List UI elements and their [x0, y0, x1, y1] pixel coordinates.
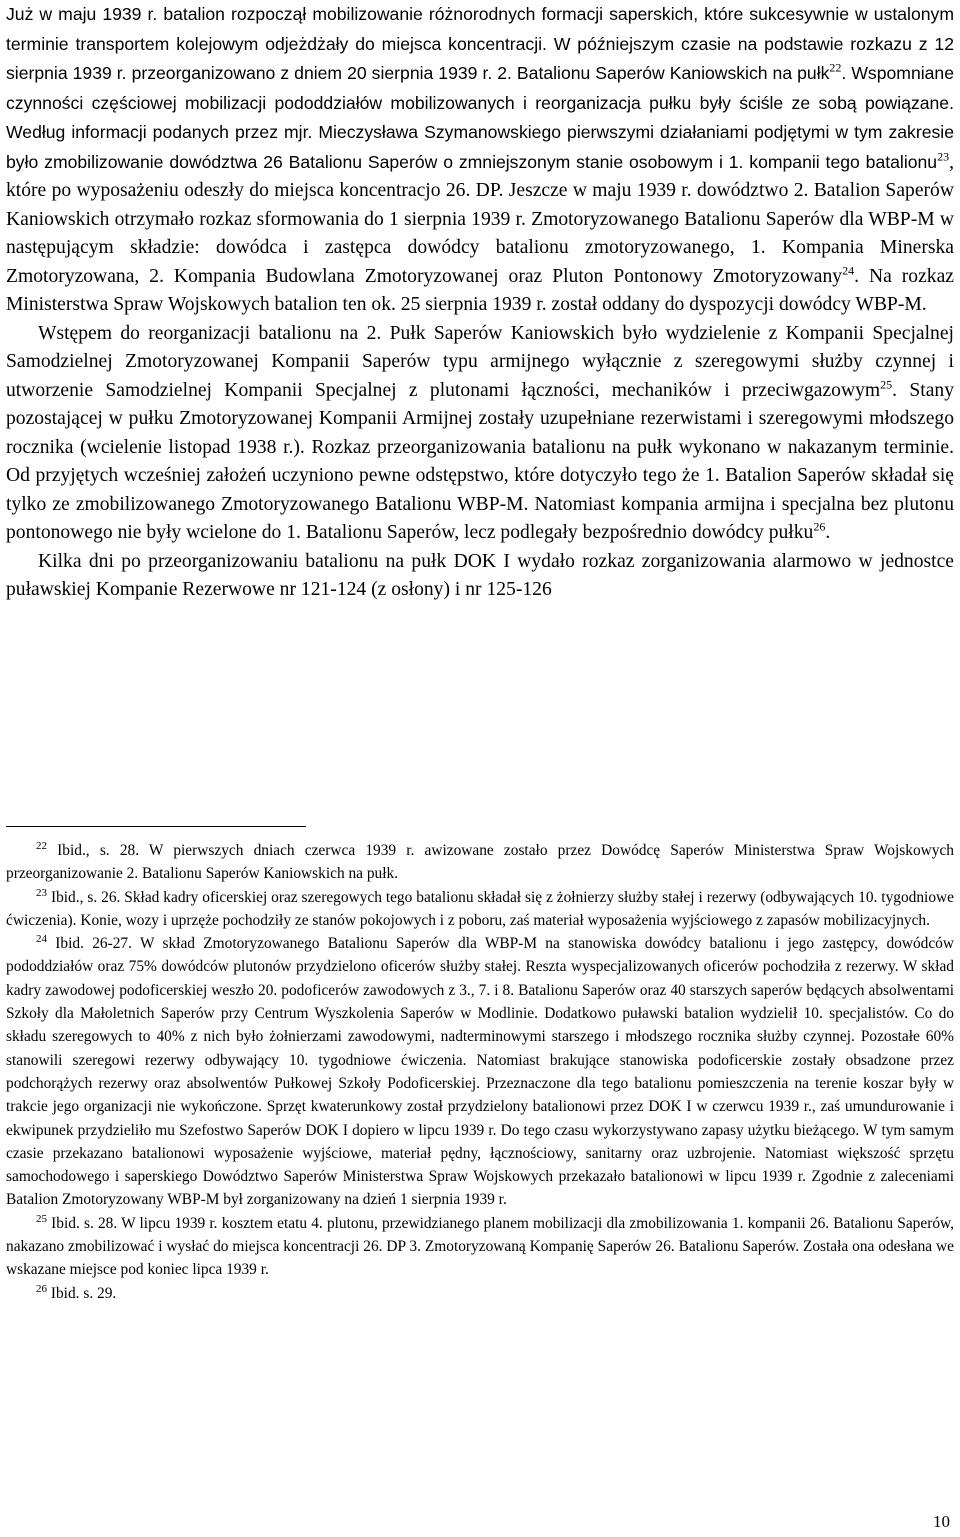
footnote-ref-25[interactable]: 25 [880, 376, 893, 391]
footnotes [6, 839, 954, 1305]
paragraph-2 [6, 320, 954, 548]
footnote-text: Ibid., s. 26. Skład kadry oficerskiej oraz szeregowych tego batalionu składał się z żołnierzy służby stałej i rezerwy (odbywających 10. tygodniowe ćwiczenia). Konie, wozy i uprzęże pochodziły ze stanów pokojowych i z poboru, zaś materiał wyposażenia wyjściowego z zapasów mobilizacyjnych. [6, 888, 954, 929]
footnote-number: 25 [36, 1212, 47, 1225]
paragraph-1-text-c: , które po wyposażeniu odeszły do miejsca koncentracjo 26. DP. Jeszcze w maju 1939 r. dowództwo 2. Batalion Saperów Kaniowskich otrzymało rozkaz sformowania do 1 sierpnia 1939 r. Zmotoryzowanego Batalionu Saperów dla WBP-M w następującym składzie: dowódca i zastępca dowódcy batalionu zmotoryzowanego, 1. Kompania Minerska Zmotoryzowana, 2. Kompania Budowlana Zmotoryzowanej oraz Pluton Pontonowy Zmotoryzowany [6, 151, 954, 287]
footnote-number: 24 [36, 933, 47, 946]
footnote-text: Ibid. s. 29. [50, 1284, 117, 1302]
footnote-text: Ibid., s. 28. W pierwszych dniach czerwca 1939 r. awizowane zostało przez Dowódcę Saperów Ministerstwa Spraw Wojskowych przeorganizowanie 2. Batalionu Saperów Kaniowskich na pułk. [6, 842, 954, 883]
page-number: 10 [933, 1512, 950, 1531]
paragraph-1 [6, 0, 954, 320]
footnote-number: 23 [36, 886, 47, 899]
footnote-24 [6, 932, 954, 1212]
footnote-number: 26 [36, 1282, 47, 1295]
footnote-text: Ibid. s. 28. W lipcu 1939 r. kosztem etatu 4. plutonu, przewidzianego planem mobilizacji dla zmobilizowania 1. kompanii 26. Batalionu Saperów, nakazano zmobilizować i wysłać do miejsca koncentracji 26. DP 3. Zmotoryzowaną Kompanię Saperów 26. Batalionu Saperów. Została ona odesłana we wskazane miejsce pod koniec lipca 1939 r. [6, 1214, 954, 1279]
paragraph-1-text-a: Już w maju 1939 r. batalion rozpoczął mobilizowanie różnorodnych formacji saperskich, które sukcesywnie w ustalonym terminie transportem kolejowym odjeżdżały do miejsca koncentracji. W późniejszym czasie na podstawie rozkazu z 12 sierpnia 1939 r. przeorganizowano z dniem 20 sierpnia 1939 r. 2. Batalionu Saperów Kaniowskich na pułk [6, 4, 954, 83]
document-page [6, 0, 954, 605]
main-text [6, 0, 954, 605]
paragraph-2-text-c: . [825, 522, 831, 543]
paragraph-1-text-d: . Na rozkaz Ministerstwa Spraw Wojskowych batalion ten ok. 25 sierpnia 1939 r. został oddany do dyspozycji dowódcy WBP-M. [6, 265, 954, 315]
footnote-text: Ibid. 26-27. W skład Zmotoryzowanego Batalionu Saperów dla WBP-M na stanowiska dowódcy batalionu i jego zastępcy, dowódców pododdziałów oraz 75% dowódców plutonów przydzielono oficerów służby stałej. Reszta wyspecjalizowanych oficerów pochodziła z rezerwy. W skład kadry zawodowej podoficerskiej weszło 20. podoficerów zawodowych z 3., 7. i 8. Batalionu Saperów oraz 40 starszych saperów będących absolwentami Szkoły dla Małoletnich Saperów przy Centrum Wyszkolenia Saperów w Modlinie. Dodatkowo puławski batalion wydzielił 10. specjalistów. Co do składu szeregowych to 40% z nich było żołnierzami zawodowymi, nadterminowymi starszego i młodszego rocznika służby czynnej. Pozostałe 60% stanowili szeregowi rezerwy odbywający 10. tygodniowe ćwiczenia. Natomiast brakujące stanowiska podoficerskie zostały obsadzone przez podchorążych rezerwy oraz absolwentów Pułkowej Szkoły Podoficerskiej. Przeznaczone dla tego batalionu pomieszczenia na terenie koszar były w trakcie jego organizacji nie wykończone. Sprzęt kwaterunkowy został przydzielony batalionowi przez DOK I w czerwcu 1939 r., zaś umundurowanie i ekwipunek przydzieliło mu Szefostwo Saperów DOK I dopiero w lipcu 1939 r. Do tego czasu wykorzystywano zapasy użytku bieżącego. W tym samym czasie przekazano batalionowi wyposażenie wyjściowe, materiał pędny, łącznościowy, sanitarny oraz uzbrojenie. Natomiast większość sprzętu samochodowego i saperskiego Dowództwo Saperów Ministerstwa Spraw Wojskowych przekazało batalionowi w lipcu 1939 r. Zgodnie z zaleceniami Batalion Zmotoryzowany WBP-M był zorganizowany na dzień 1 sierpnia 1939 r. [6, 935, 954, 1209]
paragraph-1-text-b: . Wspomniane czynności częściowej mobilizacji pododdziałów mobilizowanych i reorganizacja pułku były ściśle ze sobą powiązane. Według informacji podanych przez mjr. Mieczysława Szymanowskiego pierwszymi działaniami podjętymi w tym zakresie było zmobilizowanie dowództwa 26 Batalionu Saperów o zmniejszonym stanie osobowym i 1. kompanii tego batalionu [6, 63, 954, 172]
footnote-separator [6, 826, 306, 827]
paragraph-3 [6, 548, 954, 605]
paragraph-2-text-b: . Stany pozostającej w pułku Zmotoryzowanej Kompanii Armijnej zostały uzupełniane rezerwistami i szeregowymi młodszego rocznika (wcielenie listopad 1938 r.). Rozkaz przeorganizowania batalionu na pułk wykonano w nakazanym terminie. Od przyjętych wcześniej założeń uczyniono pewne odstępstwo, które dotyczyło tego że 1. Batalion Saperów składał się tylko ze zmobilizowanego Zmotoryzowanego Batalionu WBP-M. Natomiast kompania armijna i specjalna bez plutonu pontonowego nie były wcielone do 1. Batalionu Saperów, lecz podlegały bezpośrednio dowódcy pułku [6, 379, 954, 543]
footnote-ref-23[interactable]: 23 [937, 148, 950, 163]
footnote-25 [6, 1212, 954, 1282]
footnote-number: 22 [36, 839, 47, 852]
footnote-26 [6, 1282, 954, 1305]
footnote-22 [6, 839, 954, 886]
footnote-ref-26[interactable]: 26 [813, 519, 826, 534]
footnote-ref-22[interactable]: 22 [829, 60, 842, 75]
footnote-23 [6, 886, 954, 933]
footnote-ref-24[interactable]: 24 [842, 262, 855, 277]
paragraph-2-text-a: Wstępem do reorganizacji batalionu na 2. Pułk Saperów Kaniowskich było wydzielenie z Kompanii Specjalnej Samodzielnej Zmotoryzowanej Kompanii Saperów typu armijnego wyłącznie z szeregowymi służby czynnej i utworzenie Samodzielnej Kompanii Specjalnej z plutonami łączności, mechaników i przeciwgazowym [6, 322, 954, 401]
paragraph-3-text: Kilka dni po przeorganizowaniu batalionu na pułk DOK I wydało rozkaz zorganizowania alarmowo w jednostce puławskiej Kompanie Rezerwowe nr 121-124 (z osłony) i nr 125-126 [6, 550, 954, 600]
